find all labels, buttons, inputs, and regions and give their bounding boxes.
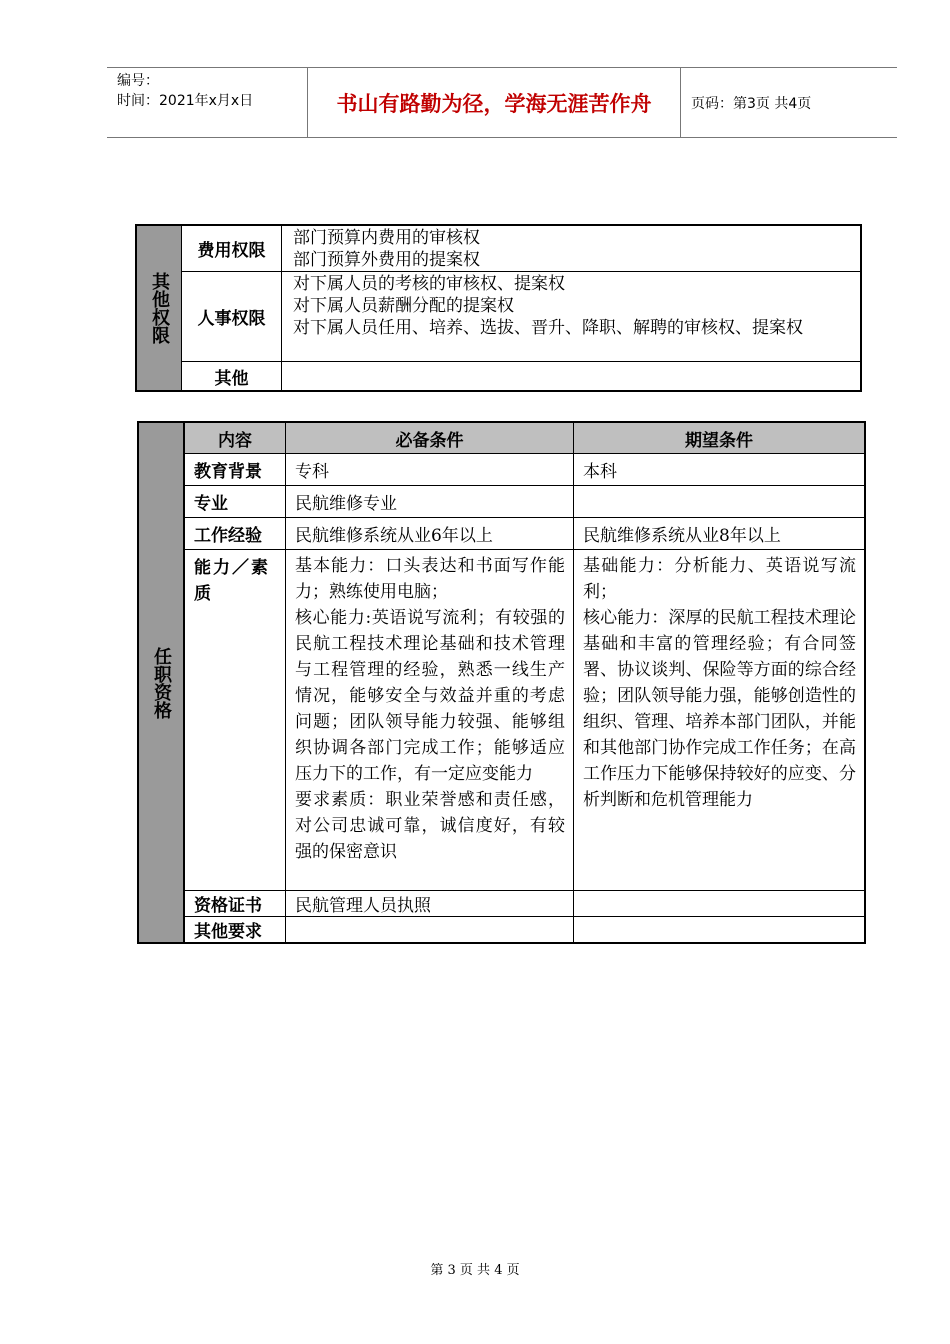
row-divider [182, 271, 860, 272]
header-desired: 期望条件 [574, 423, 864, 454]
authority-line: 部门预算外费用的提案权 [293, 250, 480, 270]
page-header [107, 67, 897, 138]
row-required: 民航维修专业 [286, 486, 574, 518]
authority-side-label: 其他权限 [149, 272, 170, 344]
authority-row-label: 费用权限 [182, 226, 282, 271]
authority-side-header [137, 226, 182, 390]
authority-line: 对下属人员任用、培养、选拔、晋升、降职、解聘的审核权、提案权 [293, 318, 803, 338]
authority-row-value [283, 227, 860, 271]
row-required [286, 917, 574, 942]
row-desired: 本科 [574, 454, 864, 486]
row-required: 民航管理人员执照 [286, 891, 574, 917]
row-desired [574, 917, 864, 942]
authority-row-label: 人事权限 [182, 272, 282, 361]
page-footer: 第 3 页 共 4 页 [430, 1263, 520, 1278]
qualification-side-header [139, 423, 185, 942]
row-label: 资格证书 [185, 891, 286, 917]
row-required: 基本能力：口头表达和书面写作能力；熟练使用电脑； 核心能力:英语说写流利；有较强的民航工程技术理论基础和技术管理与工程管理的经验，熟悉一线生产情况，能够安全与效益并重的考虑问题；团队领导能力较强、能够组织协调各部门完成工作；能够适应压力下的工作，有一定应变能力 要求素质：职业荣誉感和责任感，对公司忠诚可靠，诚信度好，有较强的保密意识 [286, 550, 574, 891]
header-content: 内容 [185, 423, 286, 454]
header-meta [107, 68, 308, 137]
authority-line: 对下属人员的考核的审核权、提案权 [293, 274, 565, 294]
header-required: 必备条件 [286, 423, 574, 454]
authority-line: 对下属人员薪酬分配的提案权 [293, 296, 514, 316]
doc-number-label: 编号： [117, 73, 159, 89]
authority-row-value [283, 273, 860, 361]
row-desired [574, 891, 864, 917]
row-required: 民航维修系统从业6年以上 [286, 518, 574, 550]
row-label: 工作经验 [185, 518, 286, 550]
row-label: 教育背景 [185, 454, 286, 486]
row-label: 其他要求 [185, 917, 286, 942]
ability-label: 能力／素质 [194, 558, 270, 604]
doc-time-label: 时间：2021年x月x日 [117, 93, 254, 109]
authority-table [135, 224, 862, 392]
qualification-table [137, 421, 866, 944]
authority-line: 部门预算内费用的审核权 [293, 228, 480, 248]
qualification-side-label: 任职资格 [151, 646, 172, 719]
row-desired [574, 486, 864, 518]
authority-row-label: 其他 [182, 362, 282, 390]
row-desired: 基础能力：分析能力、英语说写流利； 核心能力：深厚的民航工程技术理论基础和丰富的管理经验；有合同签署、协议谈判、保险等方面的综合经验；团队领导能力强，能够创造性的组织、管理、培养本部门团队，并能和其他部门协作完成工作任务；在高工作压力下能够保持较好的应变、分析判断和危机管理能力 [574, 550, 864, 891]
row-label: 专业 [185, 486, 286, 518]
row-desired: 民航维修系统从业8年以上 [574, 518, 864, 550]
header-motto: 书山有路勤为径，学海无涯苦作舟 [308, 68, 681, 137]
header-page-info: 页码：第3页 共4页 [691, 95, 812, 112]
row-label [185, 550, 286, 891]
row-required: 专科 [286, 454, 574, 486]
authority-row-value [283, 362, 860, 390]
